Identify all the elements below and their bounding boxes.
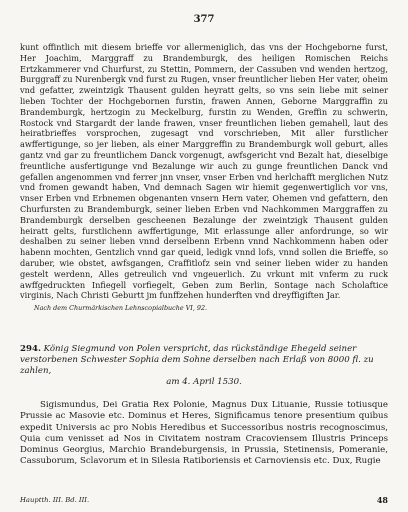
source-note: Nach dem Churmärkischen Lehnscopialbuche VI, 92. (34, 304, 208, 313)
footer-sheet-number: 48 (376, 495, 388, 505)
document-heading (20, 344, 388, 388)
footer-signature: Hauptth. III. Bd. III. (20, 496, 90, 504)
page-number: 377 (193, 14, 215, 25)
heading-date: am 4. April 1530. (166, 377, 242, 388)
latin-paragraph: Sigismundus, Dei Gratia Rex Polonie, Magnus Dux Lituanie, Russie totiusque Prussie ac Masovie etc. Dominus et Heres, Significamus tenore presentium quibus expedit Universis ac pro Nobis Heredibus et Successoribus nostris recognoscimus, Quia cum venisset ad Nos in Civitatem nostram Cracoviensem Illustris Princeps Dominus Georgius, Marchio Brandeburgensis, in Prussia, Stetinensis, Pomeranie, Cassuborum, Sclavorum et in Silesia Ratiboriensis et Carnoviensis etc. Dux, Rugie (20, 400, 388, 467)
page-footer (20, 496, 388, 505)
document-number: 294. (20, 344, 41, 355)
body-paragraph: kunt offintlich mit diesem brieffe vor allermeniglich, das vns der Hochgeborne furst, Her Joachim, Marggraff zu Brandemburgk, des heiligen Romischen Reichs Ertzkammerer vnd Churfurst, zu Stettin, Pommern, der Cassuben vnd wenden hertzog, Burggraff zu Nurenbergk vnd furst zu Rugen, vnser freuntlicher lieben Her vater, oheim vnd gefatter, zweintzigk Thausent gulden heyratt gelts, so vns sein liebe mit seiner lieben Tochter der Hochgebornen furstin, frawen Annen, Geborne Marggraffin zu Brandemburgk, hertzogin zu Meckelburg, furstin zu Wenden, Greffin zu schwerin, Rostock vnd Stargardt der lande frawen, vnser freuntlichen lieben gemahell, laut des heiratbrieffes vorsprochen, zugesagt vnd vorschrieben, Mit aller furstlicher awffertigunge, so jer lieben, als einer Marggreffin zu Brandemburgk woll geburt, alles gantz vnd gar zu freuntlichem Danck vorgenugt, awfsgericht vnd Bezalt hat, dieselbige freuntliche ausfertigunge vnd Bezalunge wir auch zu gunge freuntlichen Danck vnd gefallen angenommen vnd ferrer jnn vnser, vnser Erben vnd herlchafft merglichen Nutz vnd fromen gewandt haben, Vnd demnach Sagen wir hiemit gegenwertiglich vor vns, vnser Erben vnd Erbnemen obgenanten vnsern Hern vater, Ohemen vnd gefattern, den Churfursten zu Brandemburgk, seiner lieben Erben vnd Nachkommen Marggraffen zu Brandemburgk derselben gescheenen Bezalunge der zweintzigk Thausent gulden heiratt gelts, furstlichenn awffertigunge, Mit erlassunge aller anfordrunge, so wir deshalben zu seiner lieben vnnd derselbenn Erbenn vnnd Nachkommenn haben oder habenn mochten, Gentzlich vnnd gar queid, ledigk vnnd lofs, vnnd sollen die Brieffe, so daruber, wie obstet, awfsgangen, Craffitlofz sein vnd seiner lieben wider zu handen gestelt werdenn, Alles getreulich vnd vngeuerlich. Zu vrkunt mit vnferm zu ruck awffgedruckten Infiegell vorfiegelt, Geben zum Berlin, Sontage nach Scholafticе virginis, Nach Christi Geburtt jm funffzehen hunderften vnd dreyffigiften Jar. (20, 42, 388, 301)
heading-text: König Siegmund von Polen verspricht, das rückständige Ehegeld seiner verstorbenen Schwester Sophia dem Sohne derselben nach Erlaß von 8000 fl. zu zahlen, (20, 344, 374, 377)
